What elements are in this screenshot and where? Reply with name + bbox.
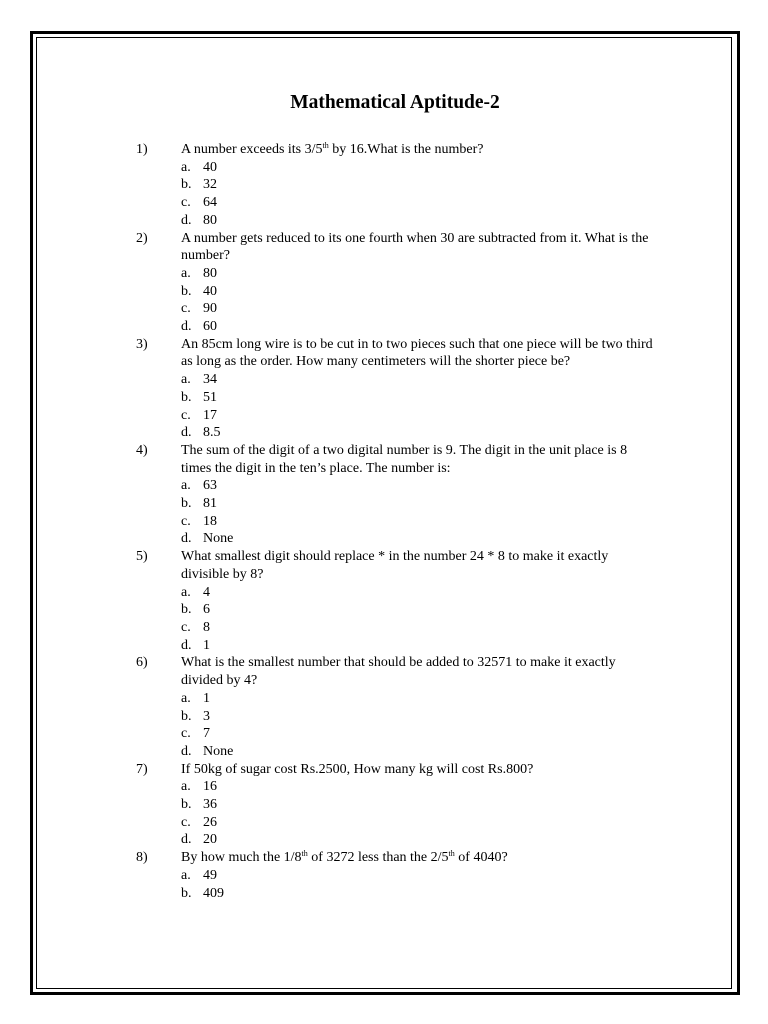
question-text-superscript: th [301,849,308,859]
option-text: 63 [203,478,217,494]
question-text [181,654,653,689]
answer-option [181,796,768,814]
question-text-segment: of 3272 less than the 2/5 [307,850,449,866]
option-text: 1 [203,637,210,653]
answer-option [181,371,768,389]
option-text: 26 [203,814,217,830]
option-text: 34 [203,372,217,388]
option-letter: b. [181,389,192,405]
option-letter: b. [181,602,192,618]
option-letter: b. [181,283,192,299]
option-letter: c. [181,407,191,423]
option-letter: d. [181,531,192,547]
question-text-segment: By how much the 1/8 [181,850,302,866]
question-item [0,654,768,760]
question-text-segment: A number exceeds its 3/5 [181,142,323,157]
option-letter: a. [181,867,191,883]
question-item [0,230,768,336]
question-text [181,336,653,371]
question-text-segment: What smallest digit should replace * in the number 24 * 8 to make it exactly divisible by 8? [181,549,609,582]
option-letter: c. [181,726,191,742]
option-letter: a. [181,690,191,706]
option-text: 1 [203,690,210,706]
answer-option [181,477,768,495]
option-letter: c. [181,619,191,635]
question-text-segment: An 85cm long wire is to be cut in to two pieces such that one piece will be two third as long as the order. How many centimeters will the shorter piece be? [181,336,653,370]
answer-option [181,637,768,655]
option-text: 17 [203,407,217,423]
option-text: 7 [203,726,210,742]
option-text: 80 [203,212,217,228]
option-text: 18 [203,513,217,529]
option-letter: d. [181,425,192,441]
option-text: 409 [203,885,224,901]
option-text: 40 [203,283,217,299]
option-letter: b. [181,177,192,193]
question-number: 5) [136,549,148,565]
question-text [181,548,653,583]
option-text: None [203,531,234,547]
option-text: 8 [203,619,210,635]
option-text: 32 [203,177,217,193]
answer-option [181,814,768,832]
answer-option [181,389,768,407]
page-title: Mathematical Aptitude-2 [290,92,500,113]
answer-option [181,283,768,301]
option-letter: b. [181,885,192,901]
answer-option [181,530,768,548]
option-letter: c. [181,513,191,529]
question-text-segment: What is the smallest number that should be added to 32571 to make it exactly divided by 4? [181,655,616,689]
option-text: 6 [203,602,210,618]
answer-option [181,424,768,442]
option-letter: a. [181,584,191,600]
question-number: 4) [136,442,148,458]
answer-option [181,265,768,283]
option-letter: c. [181,301,191,317]
answer-option [181,212,768,230]
option-text: 36 [203,797,217,813]
option-text: None [203,743,234,759]
answer-option [181,831,768,849]
answer-option [181,513,768,531]
option-letter: c. [181,814,191,830]
option-letter: d. [181,319,192,335]
question-text [181,141,653,159]
question-text-segment: by 16.What is the number? [328,142,484,157]
question-number: 1) [136,142,148,157]
option-letter: a. [181,779,191,795]
option-letter: a. [181,159,191,175]
option-letter: d. [181,832,192,848]
question-number: 3) [136,336,148,352]
option-letter: c. [181,195,191,211]
option-text: 51 [203,389,217,405]
answer-option [181,743,768,761]
question-item [0,849,768,902]
answer-option [181,584,768,602]
answer-option [181,885,768,903]
option-text: 80 [203,265,217,281]
question-item [0,336,768,442]
option-letter: d. [181,637,192,653]
answer-option [181,495,768,513]
question-text-segment: of 4040? [454,850,508,866]
question-item [0,141,768,230]
option-letter: a. [181,265,191,281]
question-item [0,548,768,654]
answer-option [181,867,768,885]
option-text: 90 [203,301,217,317]
answer-option [181,176,768,194]
option-text: 8.5 [203,425,221,441]
answer-option [181,318,768,336]
question-item [0,761,768,850]
answer-option [181,194,768,212]
answer-option [181,708,768,726]
option-text: 64 [203,195,217,211]
option-text: 4 [203,584,210,600]
option-text: 20 [203,832,217,848]
answer-option [181,407,768,425]
question-list [0,141,768,902]
option-text: 81 [203,496,217,512]
question-number: 6) [136,655,148,671]
option-letter: b. [181,496,192,512]
question-number: 7) [136,761,148,777]
question-item [0,442,768,548]
question-text-segment: The sum of the digit of a two digital number is 9. The digit in the unit place is 8 times the digit in the ten’s place. The number is: [181,442,628,476]
option-letter: b. [181,797,192,813]
question-number: 8) [136,850,148,866]
answer-option [181,619,768,637]
answer-option [181,159,768,177]
answer-option [181,601,768,619]
question-text-superscript: th [322,141,329,150]
option-text: 40 [203,159,217,175]
option-letter: d. [181,743,192,759]
option-letter: d. [181,212,192,228]
question-text [181,849,653,867]
answer-option [181,690,768,708]
question-text-segment: If 50kg of sugar cost Rs.2500, How many kg will cost Rs.800? [181,761,534,777]
question-number: 2) [136,230,148,246]
option-letter: a. [181,478,191,494]
question-text [181,442,653,477]
option-text: 16 [203,779,217,795]
answer-option [181,725,768,743]
option-letter: b. [181,708,192,724]
option-text: 3 [203,708,210,724]
question-text-segment: A number gets reduced to its one fourth when 30 are subtracted from it. What is the number? [181,230,649,264]
question-text [181,230,653,265]
option-text: 49 [203,867,217,883]
option-letter: a. [181,372,191,388]
answer-option [181,300,768,318]
answer-option [181,778,768,796]
option-text: 60 [203,319,217,335]
question-text [181,761,653,779]
question-text-superscript: th [448,849,455,859]
